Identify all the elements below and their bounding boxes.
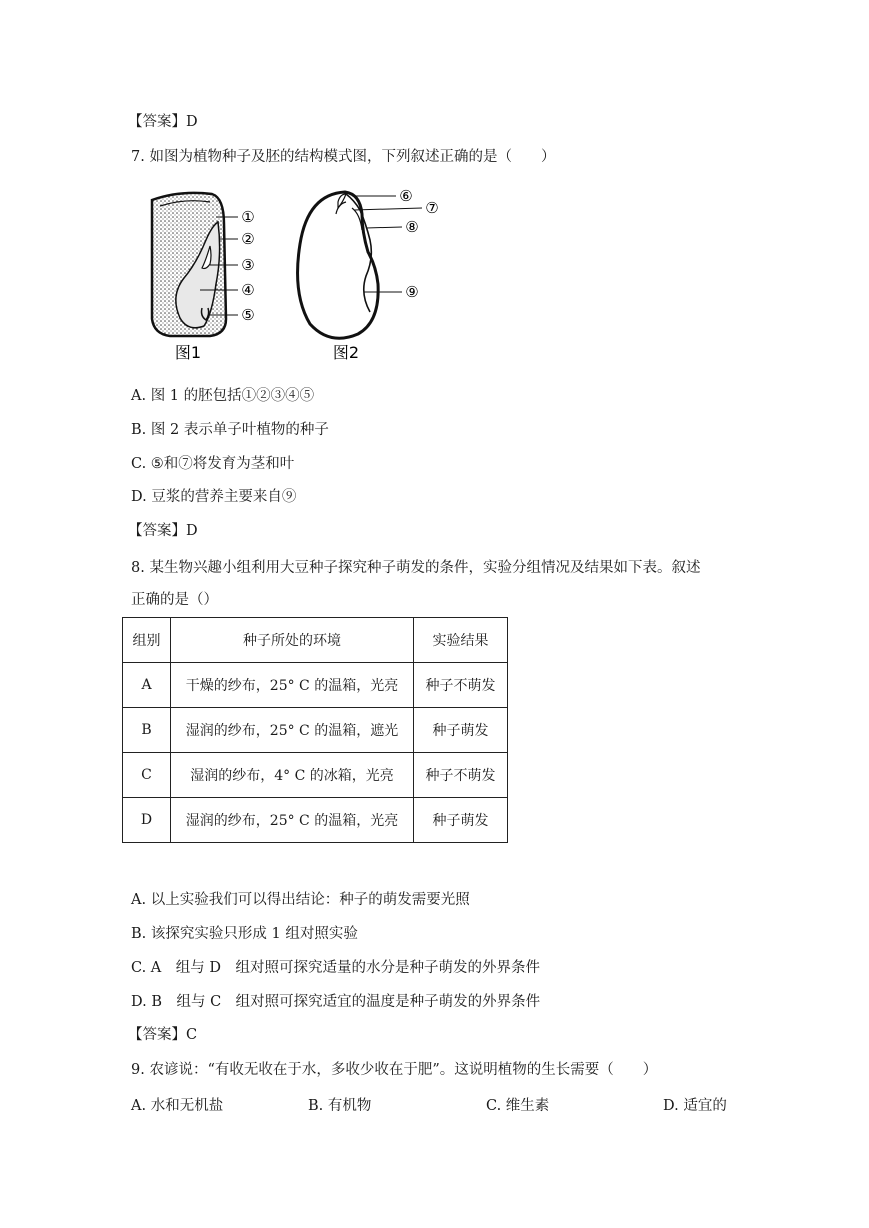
table-cell: 种子萌发 bbox=[414, 798, 508, 843]
marker-1: ① bbox=[241, 208, 255, 226]
q9-option-c: C. 维生素 bbox=[486, 1098, 550, 1114]
table-row bbox=[123, 708, 508, 753]
q9-option-a: A. 水和无机盐 bbox=[131, 1098, 224, 1114]
marker-3: ③ bbox=[241, 256, 255, 274]
figure-1-label: 图1 bbox=[174, 343, 202, 362]
seed-structure-figure bbox=[140, 184, 450, 364]
question-8-stem-line2: 正确的是（） bbox=[131, 592, 218, 608]
question-7-stem: 7. 如图为植物种子及胚的结构模式图，下列叙述正确的是（ ） bbox=[131, 149, 556, 165]
header-result: 实验结果 bbox=[414, 618, 508, 663]
answer-q7: 【答案】D bbox=[128, 523, 198, 539]
marker-7: ⑦ bbox=[425, 199, 439, 217]
q9-option-b: B. 有机物 bbox=[308, 1098, 372, 1114]
q7-option-c: C. ⑤和⑦将发育为茎和叶 bbox=[131, 456, 295, 472]
q8-option-b: B. 该探究实验只形成 1 组对照实验 bbox=[131, 926, 358, 942]
marker-9: ⑨ bbox=[405, 283, 419, 301]
question-8-stem-line1: 8. 某生物兴趣小组利用大豆种子探究种子萌发的条件，实验分组情况及结果如下表。叙述 bbox=[131, 560, 701, 576]
table-cell: B bbox=[123, 708, 171, 753]
table-row bbox=[123, 798, 508, 843]
q7-option-d: D. 豆浆的营养主要来自⑨ bbox=[131, 489, 297, 505]
marker-6: ⑥ bbox=[399, 187, 413, 205]
figure-1-corn-seed bbox=[152, 193, 255, 362]
marker-5: ⑤ bbox=[241, 306, 255, 324]
table-cell: 种子不萌发 bbox=[414, 663, 508, 708]
figure-2-label: 图2 bbox=[332, 343, 360, 362]
header-group: 组别 bbox=[123, 618, 171, 663]
marker-4: ④ bbox=[241, 281, 255, 299]
answer-q8: 【答案】C bbox=[128, 1027, 198, 1043]
header-environment: 种子所处的环境 bbox=[171, 618, 414, 663]
marker-2: ② bbox=[241, 230, 255, 248]
table-cell: 湿润的纱布，4° C 的冰箱，光亮 bbox=[171, 753, 414, 798]
table-cell: 湿润的纱布，25° C 的温箱，光亮 bbox=[171, 798, 414, 843]
q7-option-a: A. 图 1 的胚包括①②③④⑤ bbox=[131, 388, 315, 404]
table-cell: D bbox=[123, 798, 171, 843]
q8-option-a: A. 以上实验我们可以得出结论：种子的萌发需要光照 bbox=[131, 892, 470, 908]
q9-option-d: D. 适宜的 bbox=[663, 1098, 727, 1114]
marker-8: ⑧ bbox=[405, 218, 419, 236]
table-header-row bbox=[123, 618, 508, 663]
table-cell: 湿润的纱布，25° C 的温箱，遮光 bbox=[171, 708, 414, 753]
q7-option-b: B. 图 2 表示单子叶植物的种子 bbox=[131, 422, 329, 438]
table-cell: 种子萌发 bbox=[414, 708, 508, 753]
q8-option-c: C. A 组与 D 组对照可探究适量的水分是种子萌发的外界条件 bbox=[131, 960, 540, 976]
q8-option-d: D. B 组与 C 组对照可探究适宜的温度是种子萌发的外界条件 bbox=[131, 994, 541, 1010]
figure-2-bean-embryo bbox=[298, 187, 439, 362]
table-row bbox=[123, 753, 508, 798]
table-row bbox=[123, 663, 508, 708]
table-cell: 干燥的纱布，25° C 的温箱，光亮 bbox=[171, 663, 414, 708]
experiment-table bbox=[122, 617, 508, 843]
answer-q6: 【答案】D bbox=[128, 114, 198, 130]
table-cell: 种子不萌发 bbox=[414, 753, 508, 798]
question-9-stem: 9. 农谚说：“有收无收在于水，多收少收在于肥”。这说明植物的生长需要（ ） bbox=[131, 1062, 658, 1078]
table-cell: C bbox=[123, 753, 171, 798]
table-cell: A bbox=[123, 663, 171, 708]
